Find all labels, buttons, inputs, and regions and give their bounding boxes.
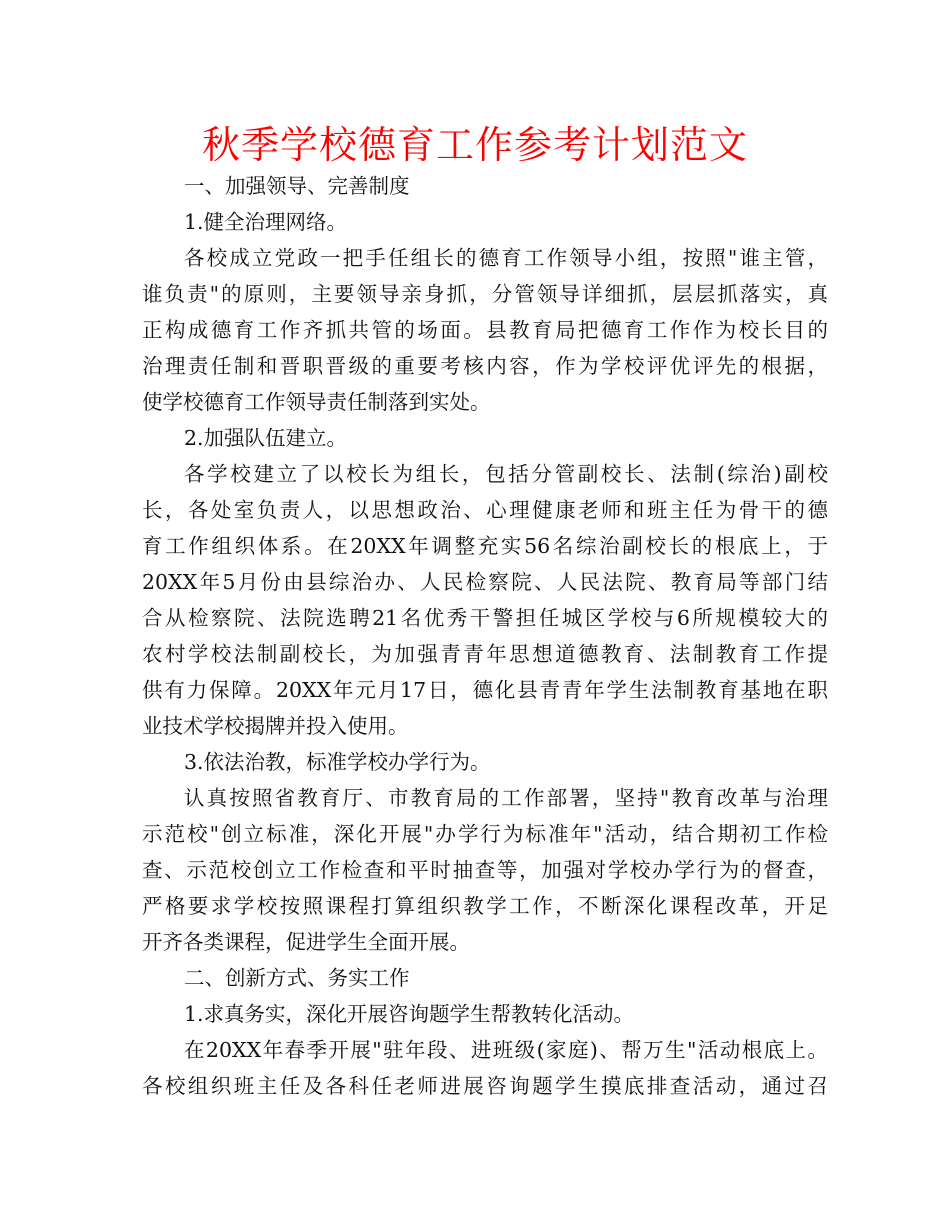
paragraph-line: 查、示范校创立工作检查和平时抽查等，加强对学校办学行为的督查， xyxy=(142,858,828,882)
paragraph-line: 开齐各类课程，促进学生全面开展。 xyxy=(142,930,470,954)
paragraph-line: 供有力保障。20XX年元月17日，德化县青青年学生法制教育基地在职 xyxy=(142,678,828,702)
paragraph-line: 严格要求学校按照课程打算组织教学工作，不断深化课程改革，开足 xyxy=(142,894,828,918)
paragraph-line: 20XX年5月份由县综治办、人民检察院、人民法院、教育局等部门结 xyxy=(142,570,828,594)
paragraph-line: 合从检察院、法院选聘21名优秀干警担任城区学校与6所规模较大的 xyxy=(142,606,828,630)
subsection-heading: 3.依法治教，标准学校办学行为。 xyxy=(184,750,491,774)
paragraph-line: 正构成德育工作齐抓共管的场面。县教育局把德育工作作为校长目的 xyxy=(142,318,828,342)
paragraph-line: 谁负责"的原则，主要领导亲身抓，分管领导详细抓，层层抓落实，真 xyxy=(142,282,828,306)
subsection-heading: 2.加强队伍建立。 xyxy=(184,426,348,450)
subsection-heading: 1.健全治理网络。 xyxy=(184,210,348,234)
document-title: 秋季学校德育工作参考计划范文 xyxy=(201,123,748,167)
section-heading: 二、创新方式、务实工作 xyxy=(184,966,410,990)
paragraph-line: 各校成立党政一把手任组长的德育工作领导小组，按照"谁主管， xyxy=(184,246,828,270)
paragraph-line: 长，各处室负责人，以思想政治、心理健康老师和班主任为骨干的德 xyxy=(142,498,828,522)
paragraph-line: 在20XX年春季开展"驻年段、进班级(家庭)、帮万生"活动根底上。 xyxy=(184,1038,828,1062)
paragraph-line: 各学校建立了以校长为组长，包括分管副校长、法制(综治)副校 xyxy=(184,462,828,486)
paragraph-line: 各校组织班主任及各科任老师进展咨询题学生摸底排查活动，通过召 xyxy=(142,1074,828,1098)
paragraph-line: 业技术学校揭牌并投入使用。 xyxy=(142,714,409,738)
paragraph-line: 治理责任制和晋职晋级的重要考核内容，作为学校评优评先的根据， xyxy=(142,354,828,378)
paragraph-line: 认真按照省教育厅、市教育局的工作部署，坚持"教育改革与治理 xyxy=(184,786,828,810)
paragraph-line: 示范校"创立标准，深化开展"办学行为标准年"活动，结合期初工作检 xyxy=(142,822,828,846)
paragraph-line: 农村学校法制副校长，为加强青青年思想道德教育、法制教育工作提 xyxy=(142,642,828,666)
section-heading: 一、加强领导、完善制度 xyxy=(184,174,410,198)
subsection-heading: 1.求真务实，深化开展咨询题学生帮教转化活动。 xyxy=(184,1002,635,1026)
paragraph-line: 使学校德育工作领导责任制落到实处。 xyxy=(142,390,491,414)
document-body xyxy=(142,168,828,1104)
paragraph-line: 育工作组织体系。在20XX年调整充实56名综治副校长的根底上，于 xyxy=(142,534,828,558)
